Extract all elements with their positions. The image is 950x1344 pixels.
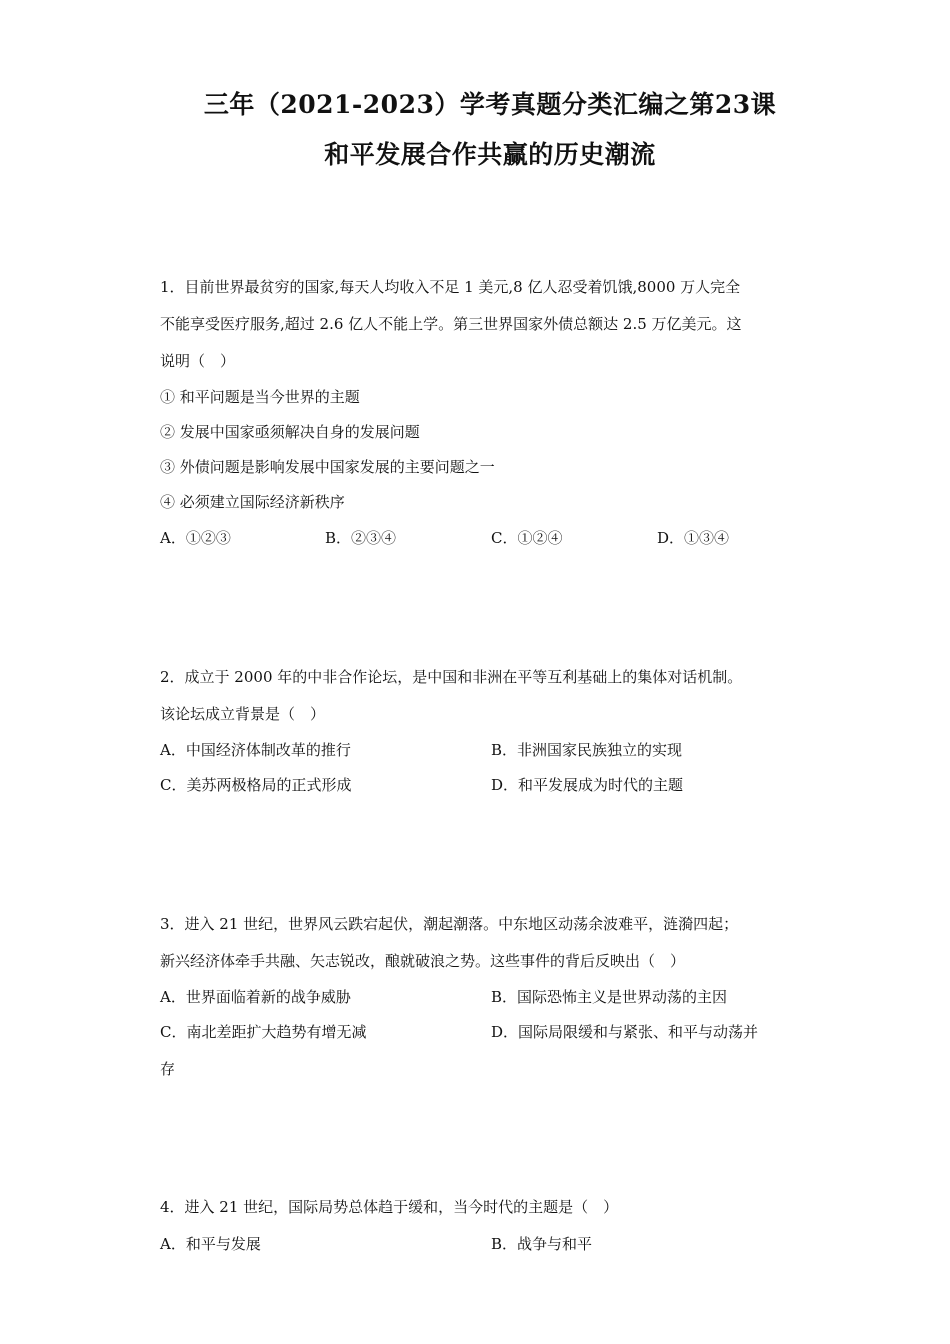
question-1-statement-3: ③ 外债问题是影响发展中国家发展的主要问题之一 [160, 458, 495, 476]
question-3-option-d[interactable]: D．国际局限缓和与紧张、和平与动荡并 [491, 1023, 759, 1041]
question-3-option-d-overflow: 存 [160, 1060, 176, 1078]
question-4-option-b[interactable]: B．战争与和平 [491, 1235, 593, 1253]
question-1-option-d[interactable]: D．①③④ [657, 529, 730, 547]
question-2-stem-line-2: 该论坛成立背景是（ ） [160, 705, 326, 723]
question-2-option-d[interactable]: D．和平发展成为时代的主题 [491, 776, 684, 794]
question-1-option-b[interactable]: B．②③④ [325, 529, 397, 547]
question-1-statement-1: ① 和平问题是当今世界的主题 [160, 388, 360, 406]
question-2-option-a[interactable]: A．中国经济体制改革的推行 [160, 741, 351, 759]
question-3-option-a[interactable]: A．世界面临着新的战争威胁 [160, 988, 351, 1006]
question-3-option-b[interactable]: B．国际恐怖主义是世界动荡的主因 [491, 988, 728, 1006]
question-2-option-b[interactable]: B．非洲国家民族独立的实现 [491, 741, 683, 759]
question-3-option-c[interactable]: C．南北差距扩大趋势有增无减 [160, 1023, 367, 1041]
question-1-option-c[interactable]: C．①②④ [491, 529, 563, 547]
question-2-option-c[interactable]: C．美苏两极格局的正式形成 [160, 776, 352, 794]
question-1-stem-line-3: 说明（ ） [160, 352, 236, 370]
question-3-stem-line-1: 3．进入 21 世纪，世界风云跌宕起伏，潮起潮落。中东地区动荡余波难平，涟漪四起； [160, 915, 739, 933]
question-4-stem-line-1: 4．进入 21 世纪，国际局势总体趋于缓和，当今时代的主题是（ ） [160, 1198, 619, 1216]
document-title-line-1: 三年（2021-2023）学考真题分类汇编之第23课 [203, 90, 777, 119]
question-1-statement-2: ② 发展中国家亟须解决自身的发展问题 [160, 423, 420, 441]
question-2-stem-line-1: 2．成立于 2000 年的中非合作论坛，是中国和非洲在平等互利基础上的集体对话机制。 [160, 668, 743, 686]
question-3-stem-line-2: 新兴经济体牵手共融、矢志锐改，酿就破浪之势。这些事件的背后反映出（ ） [160, 952, 686, 970]
document-title-line-2: 和平发展合作共赢的历史潮流 [324, 140, 656, 169]
question-1-statement-4: ④ 必须建立国际经济新秩序 [160, 493, 345, 511]
question-4-option-a[interactable]: A．和平与发展 [160, 1235, 261, 1253]
question-1-stem-line-2: 不能享受医疗服务,超过 2.6 亿人不能上学。第三世界国家外债总额达 2.5 万亿美元。这 [160, 315, 742, 333]
question-1-stem-line-1: 1．目前世界最贫穷的国家,每天人均收入不足 1 美元,8 亿人忍受着饥饿,8000 万人完全 [160, 278, 741, 296]
question-1-option-a[interactable]: A．①②③ [160, 529, 231, 547]
